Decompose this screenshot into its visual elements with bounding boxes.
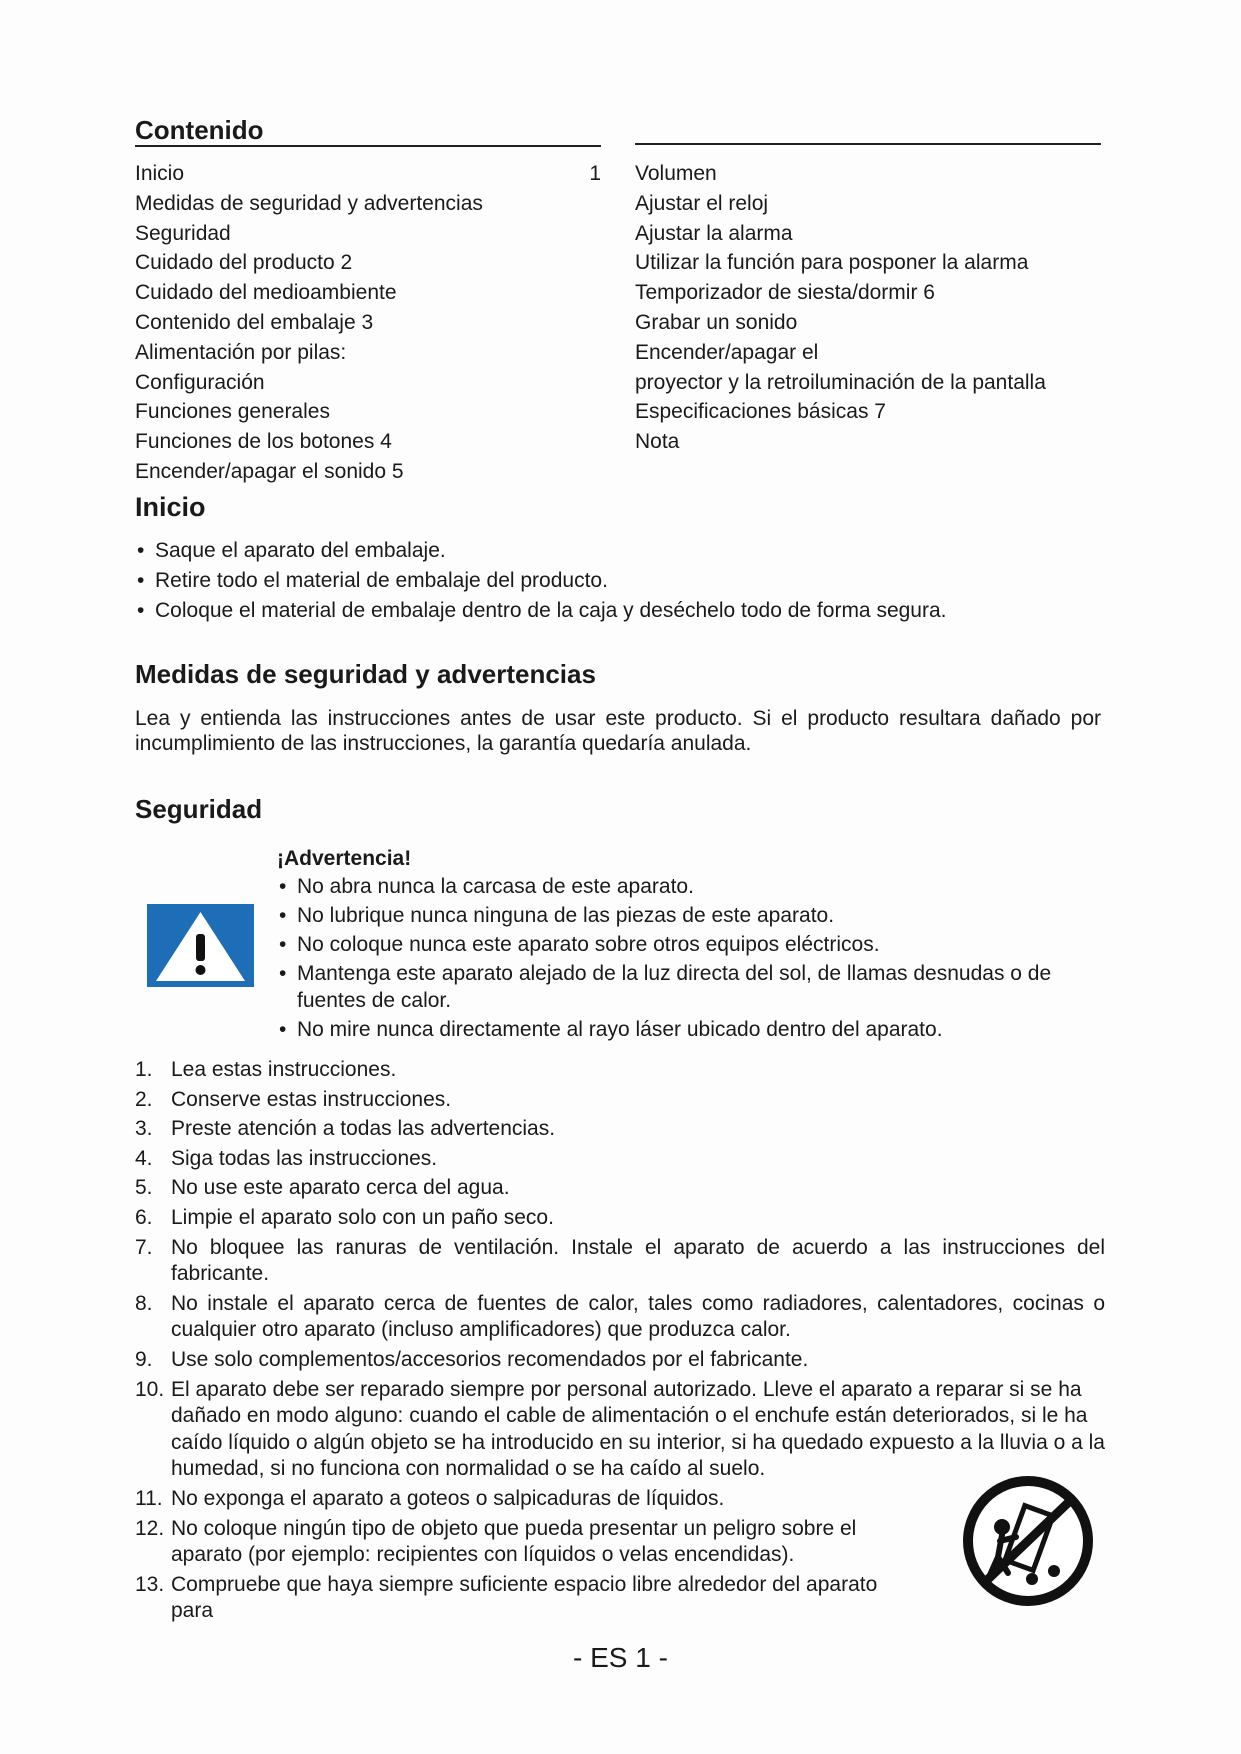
list-item: 8. No instale el aparato cerca de fuentes de calor, tales como radiadores, calentadores, cocinas o cualquier otro aparato (incluso amplificadores) que produzca calor. — [135, 1291, 1105, 1342]
list-item: • No mire nunca directamente al rayo láser ubicado dentro del aparato. — [277, 1016, 1107, 1043]
toc-item: Contenido del embalaje 3 — [135, 310, 374, 334]
toc-item: Encender/apagar el — [635, 340, 819, 364]
list-item: • No coloque nunca este aparato sobre otros equipos eléctricos. — [277, 931, 1107, 958]
list-item: 7. No bloquee las ranuras de ventilación. Instale el aparato de acuerdo a las instrucciones del fabricante. — [135, 1235, 1105, 1286]
toc-item: Nota — [635, 430, 680, 454]
toc-item: Temporizador de siesta/dormir 6 — [635, 281, 935, 305]
medidas-paragraph: Lea y entienda las instrucciones antes de usar este producto. Si el producto resultara dañado por incumplimiento de las instrucciones, la garantía quedaría anulada. — [135, 707, 1101, 755]
list-item: 9. Use solo complementos/accesorios recomendados por el fabricante. — [135, 1347, 809, 1371]
inicio-heading: Inicio — [135, 492, 206, 522]
list-item: • Mantenga este aparato alejado de la luz directa del sol, de llamas desnudas o de fuentes de calor. — [277, 960, 1107, 1014]
toc-title: Contenido — [135, 115, 264, 145]
list-item: 5. No use este aparato cerca del agua. — [135, 1176, 510, 1200]
warning-bullet-list — [277, 873, 1107, 1043]
toc-item: Inicio 1 — [135, 159, 601, 189]
warning-triangle-icon — [147, 904, 254, 987]
toc-item: Funciones generales — [135, 400, 330, 424]
toc-right-column — [635, 159, 1101, 457]
toc-item: Especificaciones básicas 7 — [635, 400, 886, 424]
list-item: 12. No coloque ningún tipo de objeto que pueda presentar un peligro sobre el aparato (por ejemplo: recipientes con líquidos o velas encendidas). — [135, 1516, 857, 1567]
toc-item: Medidas de seguridad y advertencias — [135, 191, 483, 215]
toc-item: Seguridad — [135, 221, 231, 245]
list-item: 10. El aparato debe ser reparado siempre por personal autorizado. Lleve el aparato a reparar si se ha dañado en modo alguno: cuando el cable de alimentación o el enchufe están deteriorados, si le ha caído líquido o algún objeto se ha introducido en su interior, si ha quedado expuesto a la lluvia o a la humedad, si no funciona con normalidad o se ha caído al suelo. — [135, 1377, 1105, 1481]
warning-block — [277, 845, 1107, 1045]
list-item: 13. Compruebe que haya siempre suficiente espacio libre alrededor del aparato para — [135, 1572, 878, 1623]
list-item: • Saque el aparato del embalaje. — [135, 536, 1101, 566]
medidas-heading: Medidas de seguridad y advertencias — [135, 659, 596, 689]
toc-item: Funciones de los botones 4 — [135, 430, 392, 454]
cart-tip-over-warning-icon — [962, 1475, 1094, 1607]
list-item: 2. Conserve estas instrucciones. — [135, 1087, 452, 1111]
inicio-bullet-list — [135, 536, 1101, 625]
toc-divider-right — [635, 143, 1101, 145]
toc-item: Alimentación por pilas: — [135, 340, 347, 364]
toc-item: Volumen — [635, 162, 717, 185]
toc-item: Cuidado del producto 2 — [135, 251, 353, 275]
toc-item: Grabar un sonido — [635, 310, 798, 334]
toc-item: Cuidado del medioambiente — [135, 281, 397, 305]
list-item: 3. Preste atención a todas las advertencias. — [135, 1117, 556, 1141]
page-number: - ES 1 - — [573, 1642, 668, 1673]
toc-item: proyector y la retroiluminación de la pantalla — [635, 370, 1046, 394]
warning-title: ¡Advertencia! — [277, 847, 412, 870]
list-item: 11. No exponga el aparato a goteos o salpicaduras de líquidos. — [135, 1486, 725, 1510]
list-item: • Coloque el material de embalaje dentro de la caja y deséchelo todo de forma segura. — [135, 596, 1101, 626]
toc-page-number: 1 — [589, 162, 601, 185]
list-item: • No abra nunca la carcasa de este aparato. — [277, 873, 1107, 900]
list-item: • No lubrique nunca ninguna de las piezas de este aparato. — [277, 902, 1107, 929]
list-item: 1. Lea estas instrucciones. — [135, 1058, 397, 1081]
toc-item: Encender/apagar el sonido 5 — [135, 459, 404, 483]
seguridad-heading: Seguridad — [135, 794, 263, 824]
toc-item: Utilizar la función para posponer la alarma — [635, 251, 1029, 275]
toc-item: Configuración — [135, 370, 265, 394]
list-item: 6. Limpie el aparato solo con un paño seco. — [135, 1205, 554, 1229]
list-item: • Retire todo el material de embalaje del producto. — [135, 566, 1101, 596]
instructions-list — [135, 1057, 1105, 1628]
list-item: 4. Siga todas las instrucciones. — [135, 1146, 438, 1170]
toc-item: Ajustar la alarma — [635, 221, 793, 245]
toc-header — [135, 115, 601, 147]
toc-item: Ajustar el reloj — [635, 191, 769, 215]
toc-left-column — [135, 159, 601, 487]
